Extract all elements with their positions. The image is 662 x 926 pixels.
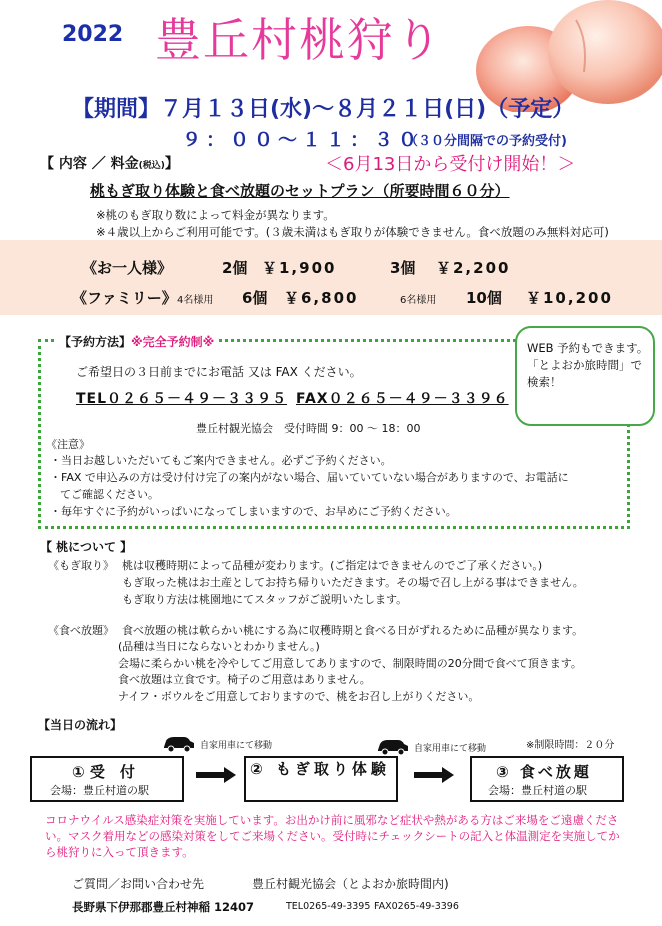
page-title: 豊丘村桃狩り: [155, 13, 443, 67]
tabe-line: (品種は当日にならないとわかりません。): [118, 640, 320, 653]
price-family-price1: ￥6,800: [284, 289, 359, 307]
reservation-line: ご希望日の３日前までにお電話 又は FAX ください。: [76, 365, 362, 379]
tabe-label: 《食べ放題》: [48, 624, 114, 637]
caution-2: ・FAX で申込みの方は受け付け完了の案内がない場合、届いていていない場合がありますので、お電話に: [50, 471, 569, 484]
contact-address: 長野県下伊那郡豊丘村神稲 12407: [72, 900, 255, 914]
year: 2022: [62, 22, 124, 47]
time-limit: ※制限時間：２０分: [526, 740, 615, 751]
step-reception-label: ① 受 付: [72, 763, 135, 781]
contact-tel: TEL0265-49-3395: [286, 901, 371, 912]
price-family-size1: 4名様用: [177, 295, 214, 306]
period-label: 【期間】７月１３日(水)～８月２１日(日)（予定）: [72, 97, 575, 122]
mogi-label: 《もぎ取り》: [48, 559, 114, 572]
price-single-opt2-price: ￥2,200: [436, 259, 511, 277]
reservation-heading: 【予約方法】※完全予約制※: [56, 333, 217, 350]
time-range: ９：００～１１：３０: [182, 129, 423, 151]
note-2: ※４歳以上からご利用可能です。(３歳未満はもぎ取りが体験できません。食べ放題のみ無料対応可): [96, 225, 609, 239]
price-family-size2: 6名様用: [400, 295, 437, 306]
tabe-line: 食べ放題は立食です。椅子のご用意はありません。: [118, 673, 371, 686]
time-note: （３０分間隔での予約受付): [405, 134, 567, 149]
price-family-price2: ￥10,200: [526, 289, 613, 307]
start-notice: ＜6月13日から受付け開始！＞: [325, 154, 576, 175]
car-label-1: 自家用車にて移動: [200, 741, 273, 751]
caution-2b: てご確認ください。: [60, 488, 159, 501]
reservation-tel: TEL０２６５－４９－３３９５: [76, 391, 288, 407]
step-all-you-can-eat-label: ③ 食べ放題: [496, 763, 592, 781]
reservation-office: 豊丘村観光協会 受付時間 9：00 ～ 18：00: [196, 422, 421, 435]
caution-1: ・当日お越しいただいてもご案内できません。必ずご予約ください。: [50, 454, 392, 467]
mogi-line: もぎ取った桃はお土産としてお持ち帰りいただきます。その場で召し上がる事はできません。: [122, 576, 584, 589]
mogi-line: もぎ取り方法は桃園地にてスタッフがご説明いたします。: [122, 593, 408, 606]
peach-info-heading: 【 桃について 】: [40, 540, 133, 554]
web-bubble-text: WEB 予約もできます。「とよおか旅時間」で検索！: [527, 341, 649, 389]
caution-3: ・毎年すぐに予約がいっぱいになってしまいますので、お早めにご予約ください。: [50, 505, 457, 518]
mogi-line: 桃は収穫時期によって品種が変わります。(ご指定はできませんのでご了承ください。): [122, 559, 543, 572]
car-label-2: 自家用車にて移動: [414, 744, 487, 754]
flow-heading: 【当日の流れ】: [38, 718, 123, 732]
contact-label: ご質問／お問い合わせ先: [72, 877, 205, 891]
price-family-label: 《ファミリー》: [72, 289, 177, 307]
price-single-opt1-count: 2個: [222, 259, 248, 277]
price-single-opt1-price: ￥1,900: [262, 259, 337, 277]
plan-title: 桃もぎ取り体験と食べ放題のセットプラン（所要時間６０分）: [90, 182, 510, 200]
contact-fax: FAX0265-49-3396: [374, 901, 459, 912]
price-family-count2: 10個: [466, 289, 502, 307]
reservation-fax: FAX０２６５－４９－３３９６: [296, 391, 509, 407]
caution-heading: 《注意》: [46, 438, 90, 451]
arrow-right-icon: [196, 767, 236, 783]
covid-notice: コロナウイルス感染症対策を実施しています。お出かけ前に風邪など症状や熱がある方はご来場をご遠慮ください。マスク着用などの感染対策をしてご来場ください。受付時にチェックシートの記入と体温測定を実施してから桃狩りに入って頂きます。: [45, 813, 620, 859]
step-picking-label: ② もぎ取り体験: [250, 760, 390, 778]
car-icon: [376, 738, 410, 756]
tabe-line: 会場に柔らかい桃を冷やしてご用意してありますので、制限時間の20分間で食べて頂きます。: [118, 657, 582, 670]
step-reception-venue: 会場：豊丘村道の駅: [50, 784, 149, 797]
tabe-line: ナイフ・ボウルをご用意しておりますので、桃をお召し上がりください。: [118, 690, 480, 703]
arrow-right-icon: [414, 767, 454, 783]
contact-org: 豊丘村観光協会（とよおか旅時間内): [252, 877, 449, 891]
car-icon: [162, 735, 196, 753]
step-all-you-can-eat-venue: 会場：豊丘村道の駅: [488, 784, 587, 797]
tax-note: (税込): [138, 161, 165, 171]
price-single-label: 《お一人様》: [82, 259, 173, 277]
price-family-count1: 6個: [242, 289, 268, 307]
note-1: ※桃のもぎ取り数によって料金が異なります。: [96, 208, 335, 222]
tabe-line: 食べ放題の桃は軟らかい桃にする為に収穫時期と食べる日がずれるために品種が異なります。: [122, 624, 584, 637]
content-heading: 【 内容 ／ 料金(税込)】: [40, 156, 179, 172]
price-single-opt2-count: 3個: [390, 259, 416, 277]
